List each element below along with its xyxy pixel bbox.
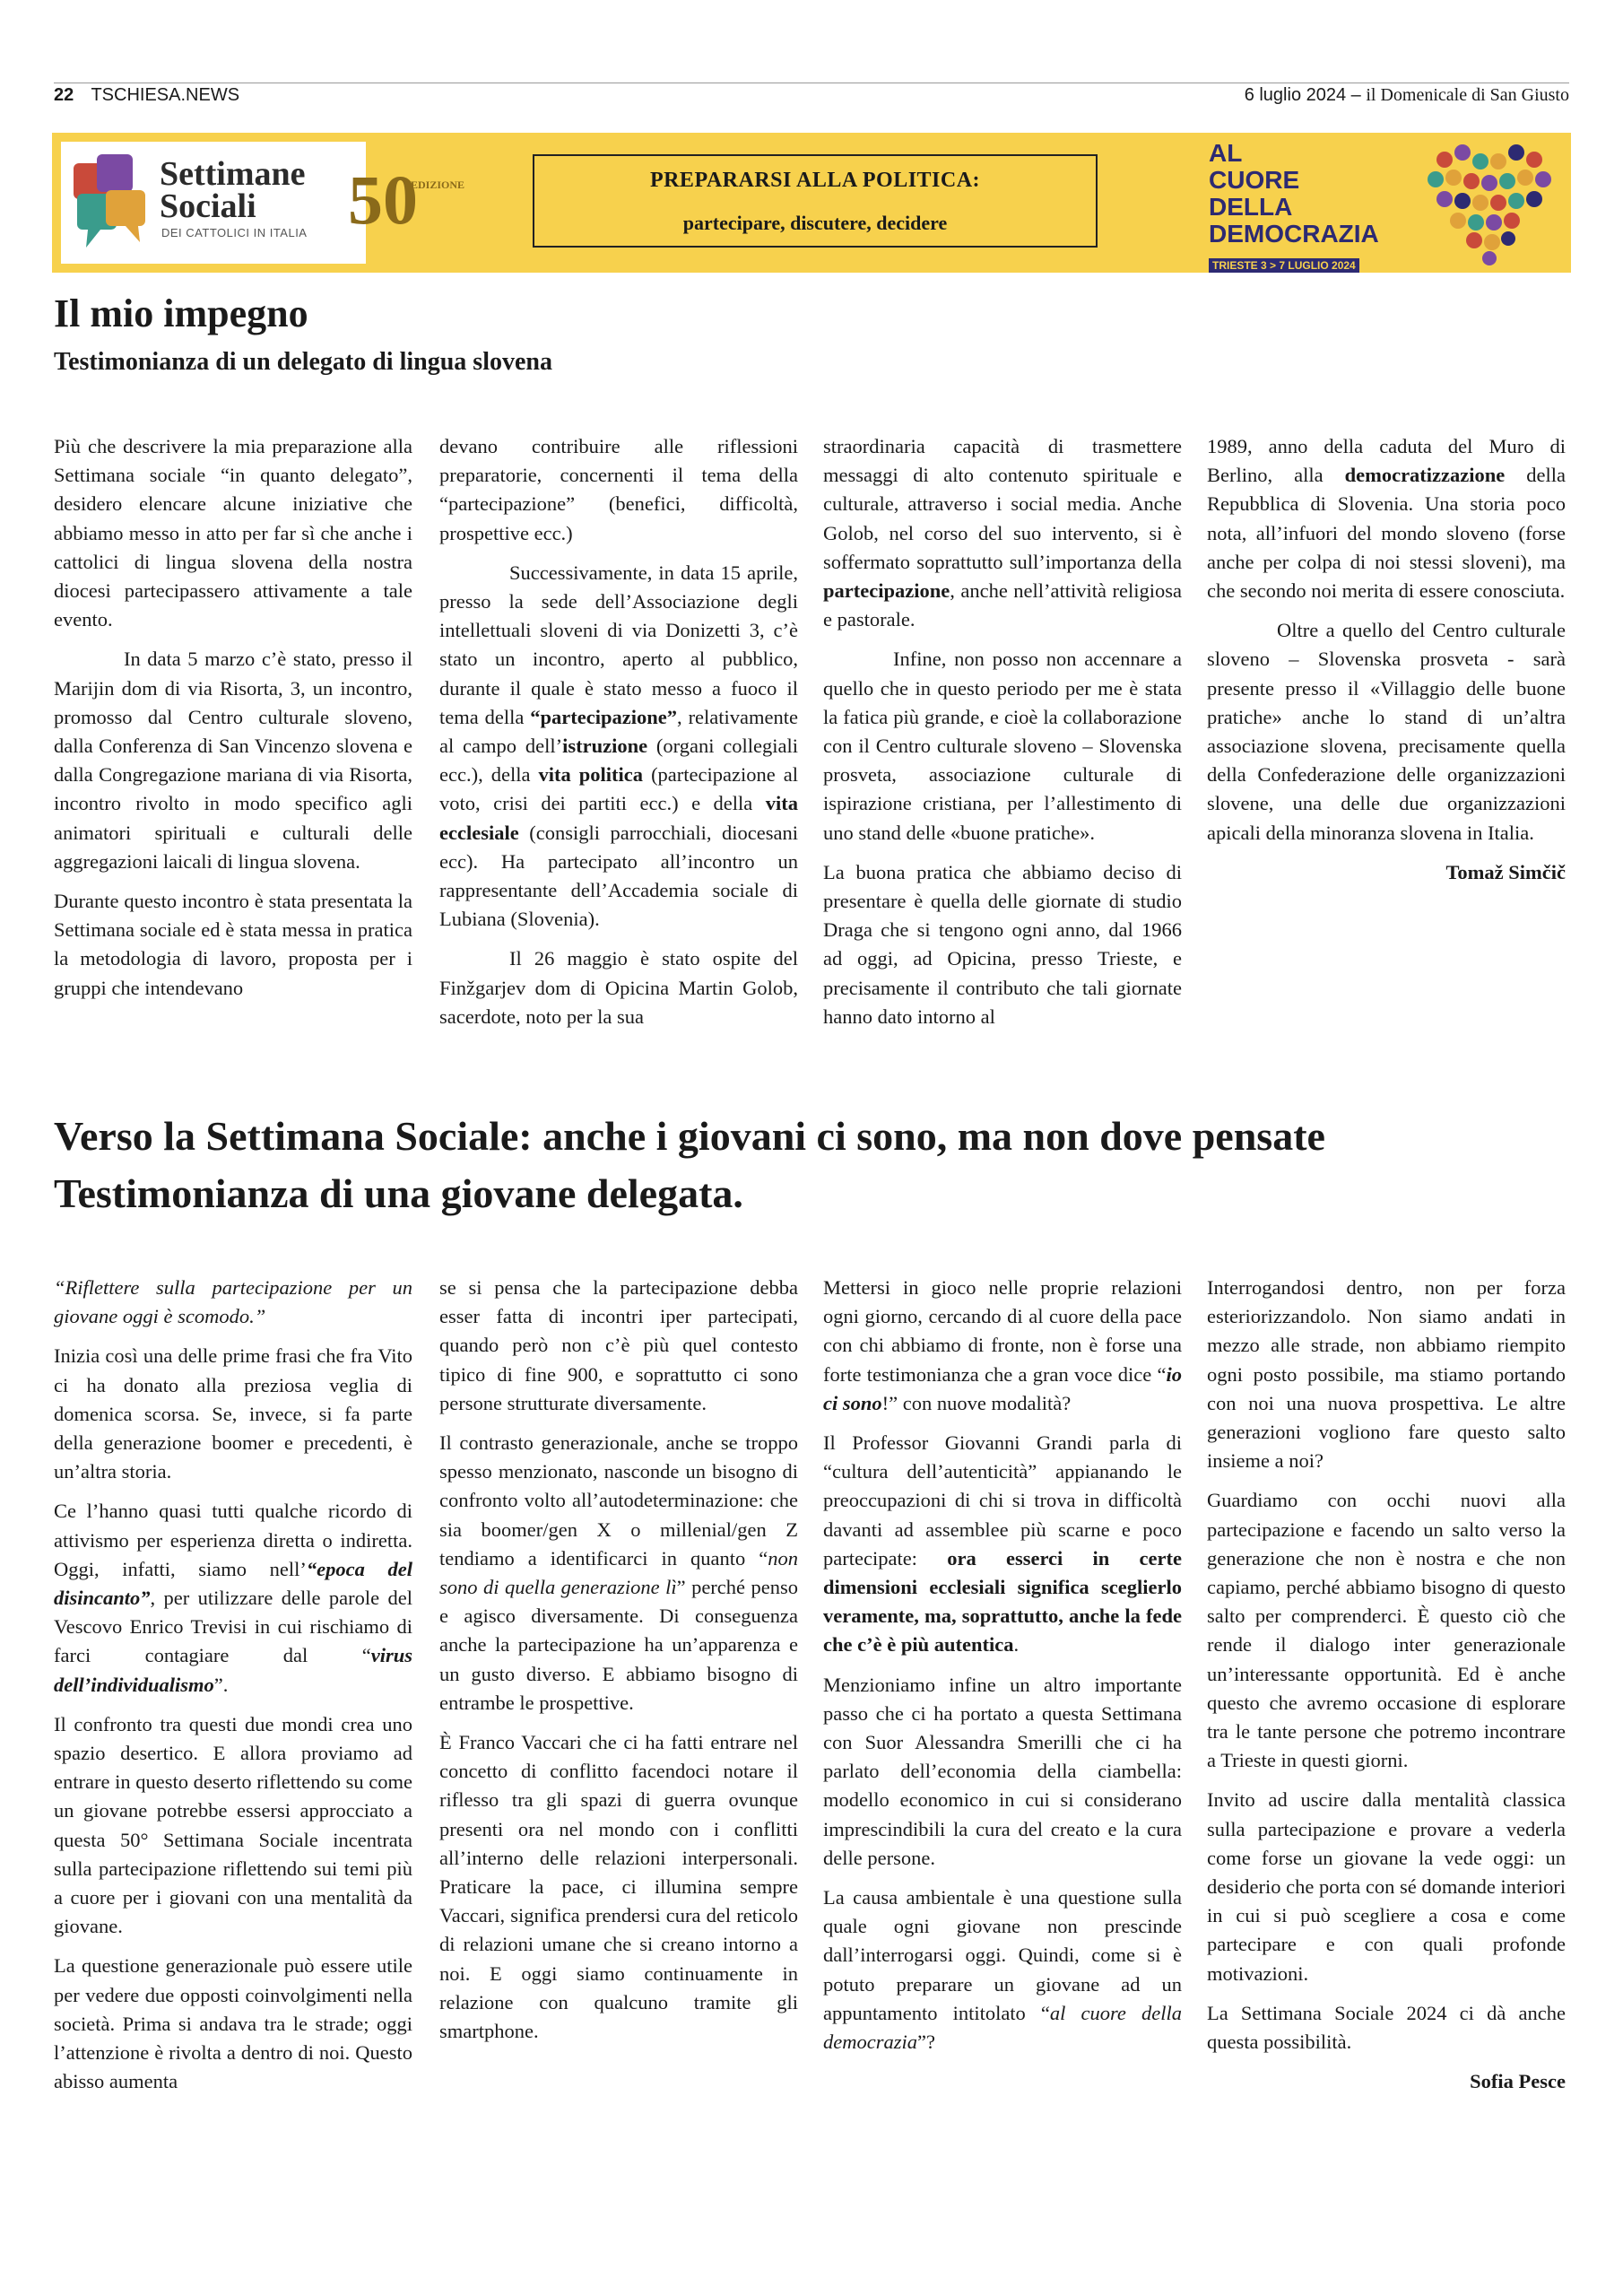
logo-wordmark — [160, 155, 306, 225]
paragraph: Inizia così una delle prime frasi che fra Vito ci ha donato alla preziosa veglia di domenica scorsa. Se, invece, si fa parte della generazione boomer e precedenti, è un’altra storia. — [54, 1344, 412, 1483]
slogan-title: PREPARARSI ALLA POLITICA: — [649, 169, 981, 192]
fifty-edition-mark — [348, 160, 465, 240]
article1-column-1 — [54, 432, 412, 1013]
paragraph: Più che descrivere la mia preparazione alla Settimana sociale “in quanto delegato”, desidero elencare alcune iniziative che abbiamo messo in atto per far sì che anche i cattolici di lingua slovena della nostra diocesi partecipassero attivamente a tale evento. — [54, 435, 412, 631]
heart-dots-icon — [1422, 140, 1557, 265]
article1-column-4 — [1207, 432, 1566, 887]
article1-author: Tomaž Simčič — [1445, 860, 1566, 883]
article2-title: Verso la Settimana Sociale: anche i giovani ci sono, ma non dove pensate — [54, 1113, 1325, 1159]
fifty-number: 50 — [348, 161, 418, 239]
paragraph: devano contribuire alle riflessioni preparatorie, concernenti il tema della “partecipazione” (benefici, difficoltà, prospettive ecc.) — [439, 435, 798, 544]
article1-subtitle: Testimonianza di un delegato di lingua slovena — [54, 348, 552, 376]
logo-line-1: Settimane — [160, 155, 306, 193]
paragraph: È Franco Vaccari che ci ha fatti entrare nel concetto di conflitto facendoci notare il riflesso tra gli spazi di guerra ovunque presenti ora nel mondo con i conflitti all’interno delle relazioni interpersonali. Praticare la pace, ci illumina sempre Vaccari, significa prendersi cura del reticolo di relazioni umane che si creano intorno a noi. E oggi siamo continuamente in relazione con qualcuno tramite gli smartphone. — [439, 1731, 798, 2043]
header-right — [1245, 85, 1569, 106]
running-header — [54, 83, 1569, 110]
edition-label: EDIZIONE — [411, 178, 465, 191]
paragraph: Il Professor Giovanni Grandi parla di “cultura dell’autenticità” appianando le preoccupazioni di chi si trova in difficoltà davanti ad assemblee più scarne e poco partecipate: ora esserci in certe dimensioni ecclesiali significa sceglierlo veramente, ma, soprattutto, anche la fede che c’è è più autentica. — [823, 1431, 1182, 1657]
article1-column-2 — [439, 432, 798, 1042]
paragraph: Il 26 maggio è stato ospite del Finžgarjev dom di Opicina Martin Golob, sacerdote, noto per la sua — [439, 947, 798, 1028]
paragraph: se si pensa che la partecipazione debba esser fatta di incontri iper partecipati, quando però non c’è più quel contesto tipico di fine 900, e soprattutto ci sono persone strutturate diversamente. — [439, 1276, 798, 1414]
slogan-subtitle: partecipare, discutere, decidere — [682, 212, 948, 234]
article2-column-4 — [1207, 1274, 1566, 2096]
paragraph: Ce l’hanno quasi tutti qualche ricordo di attivismo per esperienza diretta o indiretta. Oggi, infatti, siamo nell’“epoca del disincanto”, per utilizzare delle parole del Vescovo Enrico Trevisi in cui rischiamo di farci contagiare dal “virus dell’individualismo”. — [54, 1500, 412, 1696]
article2-author: Sofia Pesce — [1470, 2070, 1566, 2093]
article1-title: Il mio impegno — [54, 291, 308, 335]
event-banner — [52, 133, 1571, 273]
paragraph: La questione generazionale può essere utile per vedere due opposti coinvolgimenti nella società. Prima si andava tra le strade; oggi l’attenzione è rivolta a dentro di noi. Questo abisso aumenta — [54, 1954, 412, 2093]
paragraph: Menzioniamo infine un altro importante passo che ci ha portato a questa Settimana con Suor Alessandra Smerilli che ci ha parlato dell’economia della ciambella: modello economico in cui si considerano imprescindibili la cura del creato e la cura delle persone. — [823, 1673, 1182, 1869]
logo-line-2: Sociali — [160, 187, 256, 225]
paragraph: In data 5 marzo c’è stato, presso il Marijin dom di via Risorta, 3, un incontro, promosso dal Centro culturale sloveno, dalla Conferenza di San Vincenzo slovena e dalla Congregazione mariana di via Risorta, incontro rivolto in modo specifico agli animatori spirituali e culturali delle aggregazioni laicali di lingua slovena. — [54, 648, 412, 873]
header-left — [54, 85, 239, 106]
cuore-line-1: AL — [1209, 139, 1243, 167]
paragraph: La Settimana Sociale 2024 ci dà anche questa possibilità. — [1207, 2001, 1566, 2054]
al-cuore-della-democrazia-logo — [1209, 140, 1379, 274]
paragraph: Il contrasto generazionale, anche se troppo spesso menzionato, nasconde un bisogno di confronto volto all’autodeterminazione: che sia boomer/gen X o millenial/gen Z tendiamo a identificarci in quanto “non sono di quella generazione lì” perché penso e agisco diversamente. Di conseguenza anche la partecipazione ha un’apparenza e un gusto diverso. E abbiamo bisogno di entrambe le prospettive. — [439, 1431, 798, 1714]
paragraph: La buona pratica che abbiamo deciso di presentare è quella delle giornate di studio Draga che si tengono ogni anno, dal 1966 ad oggi, ad Opicina, presso Trieste, e precisamente il contributo che tali giornate hanno dato intorno al — [823, 860, 1182, 1028]
paragraph: Oltre a quello del Centro culturale sloveno – Slovenska prosveta - sarà presente presso il «Villaggio delle buone pratiche» anche lo stand di un’altra associazione slovena, precisamente quella della Confederazione delle organizzazioni slovene, una delle due organizzazioni apicali della minoranza slovena in Italia. — [1207, 619, 1566, 844]
paragraph: Invito ad uscire dalla mentalità classica sulla partecipazione e provare a vederla come forse un giovane la vede oggi: un desiderio che porta con sé domande interiori in cui si può scegliere a cosa e come partecipare e con quali profonde motivazioni. — [1207, 1788, 1566, 1985]
paragraph: Interrogandosi dentro, non per forza esteriorizzandolo. Non siamo andati in mezzo alle strade, non abbiamo riempito ogni posto possibile, ma stiamo portando con noi una nuova prospettiva. Le altre generazioni vogliono fare questo salto insieme a noi? — [1207, 1276, 1566, 1473]
issue-date: 6 luglio 2024 – — [1244, 85, 1361, 105]
article2-column-2 — [439, 1274, 798, 2057]
paragraph: Durante questo incontro è stata presentata la Settimana sociale ed è stata messa in pratica la metodologia di lavoro, proposta per i gruppi che intendevano — [54, 890, 412, 999]
article2-column-3 — [823, 1274, 1182, 2067]
site-name: TSCHIESA.NEWS — [91, 85, 240, 105]
page-number: 22 — [54, 85, 74, 105]
article2-subtitle: Testimonianza di una giovane delegata. — [54, 1170, 743, 1216]
paragraph: straordinaria capacità di trasmettere messaggi di alto contenuto spirituale e culturale, attraverso i social media. Anche Golob, nel corso del suo intervento, si è soffermato soprattutto sull’importanza della partecipazione, anche nell’attività religiosa e pastorale. — [823, 435, 1182, 631]
paragraph: Mettersi in gioco nelle proprie relazioni ogni giorno, cercando di al cuore della pace con chi abbiamo di fronte, non è forse una forte testimonianza che a gran voce dice “io ci sono!” con nuove modalità? — [823, 1276, 1182, 1414]
cuore-line-3: DELLA — [1209, 193, 1293, 221]
banner-slogan-box — [533, 154, 1098, 248]
cuore-date: TRIESTE 3 > 7 LUGLIO 2024 — [1209, 258, 1359, 273]
paragraph: Infine, non posso non accennare a quello che in questo periodo per me è stata la fatica più grande, e cioè la collaborazione con il Centro culturale sloveno – Slovenska prosveta, associazione culturale di ispirazione cristiana, per l’allestimento di uno stand delle «buone pratiche». — [823, 648, 1182, 844]
paragraph: Il confronto tra questi due mondi crea uno spazio desertico. E allora proviamo ad entrare in questo deserto riflettendo su come un giovane potrebbe essersi approcciato a questa 50° Settimana Sociale incentrata sulla partecipazione riflettendo sui temi più a cuore per i giovani con una mentalità da giovane. — [54, 1712, 412, 1938]
article1-column-3 — [823, 432, 1182, 1042]
article2-column-1 — [54, 1274, 412, 2107]
logo-subtitle: DEI CATTOLICI IN ITALIA — [161, 226, 308, 239]
speech-bubbles-icon — [70, 154, 151, 253]
cuore-line-2: CUORE — [1209, 166, 1300, 194]
settimane-sociali-logo — [61, 142, 366, 264]
paragraph: Successivamente, in data 15 aprile, presso la sede dell’Associazione degli intellettuali sloveni di via Donizetti 3, c’è stato un incontro, aperto al pubblico, durante il quale è stato messo a fuoco il tema della “partecipazione”, relativamente al campo dell’istruzione (organi collegiali ecc.), della vita politica (partecipazione al voto, crisi dei partiti ecc.) e della vita ecclesiale (consigli parrocchiali, diocesani ecc). Ha partecipato all’incontro un rappresentante dell’Accademia sociale di Lubiana (Slovenia). — [439, 561, 798, 931]
publication-name: il Domenicale di San Giusto — [1366, 85, 1569, 105]
paragraph: Guardiamo con occhi nuovi alla partecipazione e facendo un salto verso la generazione che non è nostra e che non capiamo, perché abbiamo bisogno di questo salto per comprenderci. È questo ciò che rende il dialogo inter generazionale un’interessante opportunità. Ed è anche questo che avremo occasione di esplorare tra le tante persone che potremo incontrare a Trieste in questi giorni. — [1207, 1489, 1566, 1772]
paragraph: 1989, anno della caduta del Muro di Berlino, alla democratizzazione della Repubblica di Slovenia. Una storia poco nota, all’infuori del mondo sloveno (forse anche per colpa di noi stessi sloveni), ma che secondo noi merita di essere conosciuta. — [1207, 435, 1566, 603]
paragraph: La causa ambientale è una questione sulla quale ogni giovane non prescinde dall’interrogarsi oggi. Quindi, come si è potuto preparare un giovane ad un appuntamento intitolato “al cuore della democrazia”? — [823, 1886, 1182, 2054]
cuore-line-4: DEMOCRAZIA — [1209, 220, 1379, 248]
paragraph: “Riflettere sulla partecipazione per un giovane oggi è scomodo.” — [54, 1276, 412, 1328]
